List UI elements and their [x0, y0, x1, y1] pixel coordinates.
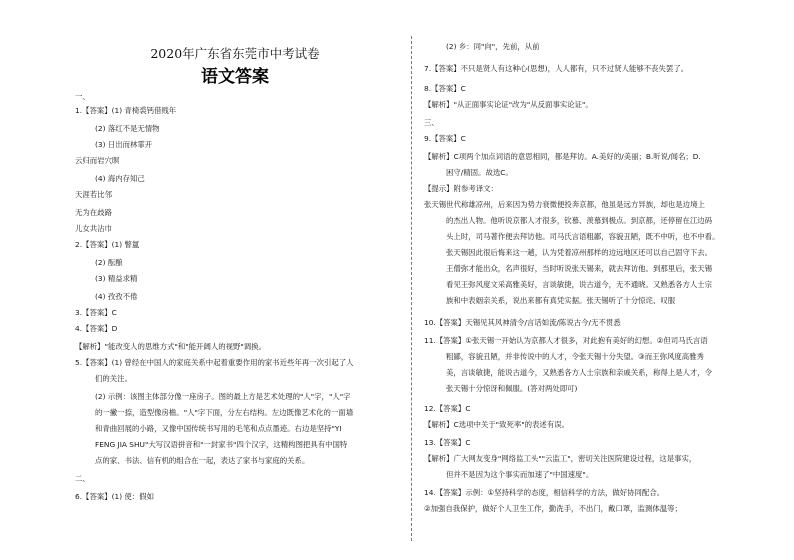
answer-line: (3) 精益求精: [95, 274, 138, 283]
translation-line: 的杰出人物。他听说京都人才很多，钦慕、羡慕到极点。到京都，还停留在江边码: [446, 216, 713, 225]
answer-line: 12.【答案】C: [424, 404, 471, 413]
answer-line: (3) 日出而林霏开: [95, 140, 153, 149]
answer-line: 11.【答案】①张天锡一开始认为京都人才很多，对此抱有美好的幻想。②但司马氏言语: [424, 336, 708, 345]
column-divider: [411, 36, 412, 541]
answer-line: (2) 酝酿: [95, 258, 123, 267]
answer-line: 9.【答案】C: [424, 134, 466, 143]
answer-line: 6.【答案】(1) 使：假如: [75, 492, 154, 501]
hint-line: 【提示】附参考译文：: [424, 184, 498, 193]
translation-line: 头上时，司马著作便去拜访他。司马氏言语粗鄙，容貌丑陋，既不中听，也不中看。: [446, 232, 720, 241]
answer-line: FENG JIA SHU"大写汉语拼音和"一封家书"四个汉字，这精构图把具有中国特: [95, 440, 348, 449]
answer-line: 8.【答案】C: [424, 84, 466, 93]
answer-line: 粗鄙，容貌丑陋，并非传说中的人才，令张天锡十分失望。③而王弥风度高雅秀: [446, 352, 704, 361]
explanation-line: 【解析】C选项中关于"致死率"的表述有误。: [424, 420, 569, 429]
answer-line: 无为在歧路: [75, 208, 112, 217]
answer-line: 4.【答案】D: [75, 324, 118, 333]
translation-line: 看见王弥风度文采高雅美好，言谈敏捷，说古道今，无不通晓。又熟悉各方人士宗: [446, 280, 713, 289]
answer-line: 美，言谈敏捷，能说古道今，又熟悉各方人士宗族和亲戚关系，称得上是人才，令: [446, 368, 713, 377]
answer-line: ②加强自我保护，做好个人卫生工作，勤洗手，不出门，戴口罩，监测体温等；: [424, 504, 682, 513]
answer-line: 10.【答案】天锡见其风神清令/言话如流/陈说古今/无不贯悉: [424, 318, 621, 327]
answer-line: 云归而岩穴暝: [75, 156, 120, 165]
translation-line: 王僧弥才能出众，名声很好，当时听说张天锡来，就去拜访他。到那里后，张天锡: [446, 264, 713, 273]
translation-line: 张天锡因此很后悔来这一趟，认为凭着凉州那样的边远地区还可以自己固守下去。: [446, 248, 713, 257]
answer-line: 13.【答案】C: [424, 438, 471, 447]
translation-line: 张天锡世代称雄凉州，后来因为势力衰微便投奔京都，他虽是远方异族，却也是边境上: [424, 200, 705, 209]
section-heading: 二、: [75, 474, 90, 483]
answer-heading: 语文答案: [201, 67, 269, 87]
answer-line: 14.【答案】示例：①坚持科学的态度，相信科学的方法，做好协同配合。: [424, 488, 665, 497]
answer-line: 1.【答案】(1) 青椅裘钙借贱年: [75, 106, 177, 115]
explanation-line: 【解析】广大网友变身"网络监工头""云监工"，密切关注医院建设过程，这是事实，: [424, 454, 697, 463]
answer-line: 儿女共沾巾: [75, 224, 112, 233]
section-heading: 一、: [75, 92, 90, 101]
answer-line: (2) 落红不是无情物: [95, 124, 160, 133]
explanation-line: 但并不是因为这个事实而加速了"中国速度"。: [446, 470, 594, 479]
answer-line: 点的家、书法、信有机的组合在一起，表达了家书与家庭的关系。: [95, 456, 310, 465]
explanation-line: 【解析】"从正面事实论证"改为"从反面事实论证"。: [424, 100, 593, 109]
answer-line: 5.【答案】(1) 曾经在中国人的家庭关系中起着重要作用的家书近些年再一次引起了人: [75, 358, 354, 367]
explanation-line: 【解析】C项两个加点词语的意思相同，都是拜访。A.美好的/美丽；B.听说/闻名；D.: [424, 152, 701, 161]
answer-line: 天涯若比邻: [75, 190, 112, 199]
answer-line: (2) 示例：该图主体部分像一座房子。图的最上方是艺术处理的"人"字，"人"字: [95, 392, 351, 401]
answer-line: (2) 乡：同"向"，先前，从前: [446, 42, 540, 51]
answer-line: 3.【答案】C: [75, 308, 117, 317]
answer-line: (4) 海内存知己: [95, 174, 145, 183]
translation-line: 族和中表姻亲关系，说出来都有真凭实据。张天锡听了十分惊诧、叹服: [446, 296, 676, 305]
answer-line: 和青曲回展的小路，又像中国传统书写用的毛笔和点点墨迹。右边是坚持"YI: [95, 424, 342, 433]
answer-line: 7.【答案】不只是贤人有这种心(思想)，人人都有，只不过贤人能够不丧失罢了。: [424, 64, 689, 73]
explanation-line: 困守/精固。故选C。: [446, 168, 513, 177]
answer-line: 张天锡十分惊讶和佩服。(答对两处即可): [446, 384, 578, 393]
exam-title: 2020年广东省东莞市中考试卷: [150, 46, 320, 61]
answer-line: 的一撇一捺，造型像房檐。"人"字下面，分左右结构。左边既像艺术化的一面墙: [95, 408, 354, 417]
answer-line: 2.【答案】(1) 瞥氲: [75, 240, 140, 249]
answer-line: 们的关注。: [95, 374, 132, 383]
answer-line: (4) 孜孜不倦: [95, 292, 138, 301]
section-heading: 三、: [424, 118, 439, 127]
explanation-line: 【解析】"能改变人的思维方式"和"能开阔人的视野"调换。: [75, 342, 266, 351]
